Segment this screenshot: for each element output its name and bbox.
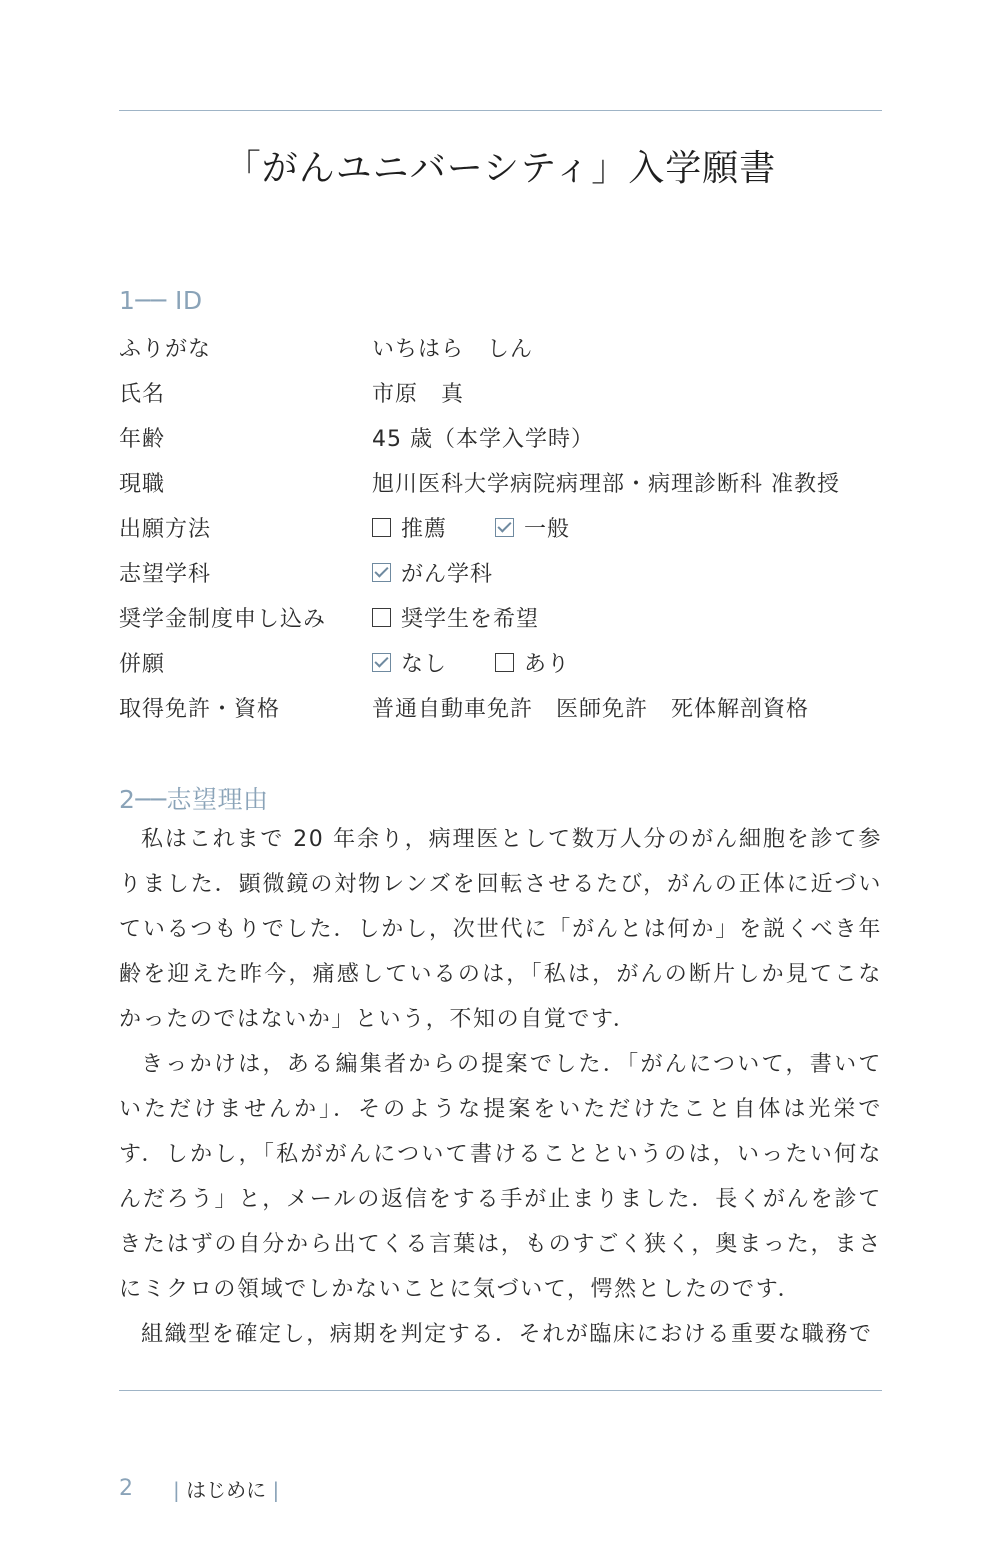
option-none[interactable]: [372, 647, 447, 678]
option-yes[interactable]: [495, 647, 570, 678]
paragraph: 組織型を確定し，病期を判定する．それが臨床における重要な職務で: [141, 1322, 873, 1347]
row-age: [119, 415, 882, 460]
option-recommendation[interactable]: [372, 512, 447, 543]
option-scholarship[interactable]: [372, 602, 539, 633]
row-label: 併願: [119, 652, 166, 677]
row-options: [372, 557, 541, 588]
option-general[interactable]: [495, 512, 570, 543]
divider: |: [272, 1478, 280, 1502]
option-label: なし: [401, 652, 448, 677]
row-label: 出願方法: [119, 517, 212, 542]
bottom-rule: [119, 1390, 882, 1391]
option-label: 奨学生を希望: [401, 607, 540, 632]
id-table: [119, 325, 882, 730]
row-value: いちはら しん: [372, 337, 534, 362]
row-label: 現職: [119, 472, 166, 497]
row-occupation: [119, 460, 882, 505]
top-rule: [119, 110, 882, 111]
row-label: 氏名: [119, 382, 166, 407]
row-name: [119, 370, 882, 415]
row-furigana: [119, 325, 882, 370]
row-label: ふりがな: [119, 337, 212, 362]
row-scholarship: [119, 595, 882, 640]
running-head: [173, 1474, 279, 1503]
row-concurrent-application: [119, 640, 882, 685]
row-value: 旭川医科大学病院病理部・病理診断科 准教授: [372, 472, 840, 497]
section-heading-motivation: 2──志望理由: [119, 785, 269, 814]
checkbox-icon[interactable]: [372, 608, 391, 627]
option-label: あり: [524, 652, 571, 677]
page-footer: [119, 1474, 279, 1503]
row-value: 45 歳（本学入学時）: [372, 427, 594, 452]
option-label: がん学科: [401, 562, 494, 587]
section-heading-id: 1── ID: [119, 286, 203, 315]
row-application-method: [119, 505, 882, 550]
chapter-title: はじめに: [186, 1478, 267, 1502]
row-department: [119, 550, 882, 595]
page-number: 2: [119, 1476, 133, 1501]
row-label: 年齢: [119, 427, 166, 452]
checkbox-checked-icon[interactable]: [372, 653, 391, 672]
paragraph: きっかけは，ある編集者からの提案でした．「がんについて，書いていただけませんか」．そのような提案をいただけたこと自体は光栄です．しかし，「私ががんについて書けることというのは，いったい何なんだろう」と，メールの返信をする手が止まりました．長くがんを診てきたはずの自分から出てくる言葉は，ものすごく狭く，奥まった，まさにミクロの領域でしかないことに気づいて，愕然としたのです．: [119, 1052, 882, 1302]
row-options: [372, 602, 587, 633]
divider: |: [173, 1478, 180, 1502]
row-options: [372, 647, 618, 678]
option-label: 一般: [524, 517, 571, 542]
paragraph: 私はこれまで 20 年余り，病理医として数万人分のがん細胞を診て参りました．顕微鏡の対物レンズを回転させるたび，がんの正体に近づいているつもりでした．しかし，次世代に「がんとは何か」を説くべき年齢を迎えた昨今，痛感しているのは，「私は，がんの断片しか見てこなかったのではないか」という，不知の自覚です．: [119, 827, 882, 1032]
checkbox-checked-icon[interactable]: [372, 563, 391, 582]
row-licenses: [119, 685, 882, 730]
checkbox-icon[interactable]: [495, 653, 514, 672]
motivation-text: [119, 817, 882, 1357]
row-label: 取得免許・資格: [119, 697, 281, 722]
row-value: 普通自動車免許 医師免許 死体解剖資格: [372, 697, 810, 722]
row-label: 奨学金制度申し込み: [119, 607, 327, 632]
row-value: 市原 真: [372, 382, 465, 407]
page-title: 「がんユニバーシティ」入学願書: [224, 148, 777, 189]
checkbox-checked-icon[interactable]: [495, 518, 514, 537]
row-options: [372, 512, 618, 543]
option-cancer-department[interactable]: [372, 557, 493, 588]
checkbox-icon[interactable]: [372, 518, 391, 537]
option-label: 推薦: [401, 517, 448, 542]
row-label: 志望学科: [119, 562, 212, 587]
